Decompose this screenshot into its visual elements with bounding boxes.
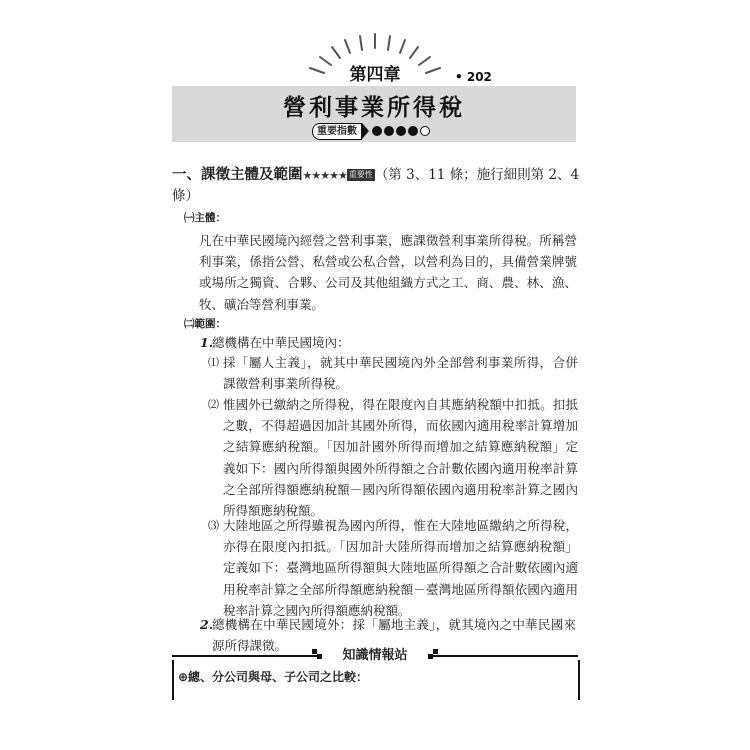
scope-subitem-number: ⑵: [208, 398, 219, 411]
scope-subitem-text: 採「屬人主義」，就其中華民國境內外全部營利事業所得，合併課徵營利事業所得稅。: [223, 355, 578, 392]
square-ornament-icon: [317, 654, 322, 659]
knowledge-box-subtitle: ⊕總、分公司與母、子公司之比較：: [178, 670, 369, 684]
page-number: • 202: [455, 70, 492, 84]
chapter-label: 第四章: [349, 65, 401, 85]
scope-item-2-text: 總機構在中華民國境外：採「屬地主義」，就其境內之中華民國來源所得課徵。: [212, 617, 576, 654]
importance-dot-filled-icon: [396, 126, 406, 136]
importance-badge: 重要性: [348, 170, 373, 179]
rating-stars-icon: ★★★★★: [302, 169, 347, 182]
section-heading: [172, 164, 582, 207]
importance-dot-filled-icon: [384, 126, 394, 136]
square-ornament-icon: [433, 649, 438, 654]
subject-label: ㈠主體：: [184, 212, 226, 224]
scope-subitem-number: ⑶: [208, 519, 219, 532]
section-title: 課徵主體及範圍: [201, 166, 303, 183]
knowledge-box-title: 知識情報站: [321, 646, 429, 666]
scope-subitem-text: 惟國外已繳納之所得稅，得在限度內自其應納稅額中扣抵。扣抵之數，不得超過因加計其國外所得，而依國內適用稅率計算增加之結算應納稅額。「因加計國外所得而增加之結算應納稅額」定義如下：國內所得額與國外所得額之合計數依國內適用稅率計算之全部所得額應納稅額－國內所得額依國內適用稅率計算之國內所得額應納稅額。: [223, 397, 578, 519]
importance-label: 重要指數: [312, 123, 362, 140]
scope-item-1-number: 1.: [200, 335, 214, 350]
section-number: 一、: [172, 166, 201, 183]
scope-label: ㈡範圍：: [184, 318, 226, 330]
section-reference: （第 3、11 條；施行細則第 2、4 條）: [172, 167, 580, 204]
scope-item-2-number: 2.: [200, 617, 214, 632]
subject-paragraph: 凡在中華民國境內經營之營利事業，應課徵營利事業所得稅。所稱營利事業，係指公營、私營或公私合營，以營利為目的，具備營業牌號或場所之獨資、合夥、公司及其他組織方式之工、商、農、林、漁、牧、礦冶等營利事業。: [199, 233, 577, 312]
importance-dot-filled-icon: [372, 126, 382, 136]
scope-subitem-number: ⑴: [208, 356, 219, 369]
importance-indicator: [312, 122, 432, 140]
arrow-right-icon: [362, 123, 369, 139]
importance-dot-empty-icon: [420, 126, 430, 136]
scope-subitem-text: 大陸地區之所得雖視為國內所得，惟在大陸地區繳納之所得稅，亦得在限度內扣抵。「因加計大陸所得而增加之結算應納稅額」定義如下：臺灣地區所得額與大陸地區所得額之合計數依國內適用稅率計算之全部所得額應納稅額－臺灣地區所得額依國內適用稅率計算之國內所得額應納稅額。: [223, 518, 578, 618]
page-title: 營利事業所得稅: [283, 95, 465, 121]
scope-item-1-text: 總機構在中華民國境內：: [212, 335, 350, 350]
square-ornament-icon: [428, 654, 433, 659]
importance-dot-filled-icon: [408, 126, 418, 136]
